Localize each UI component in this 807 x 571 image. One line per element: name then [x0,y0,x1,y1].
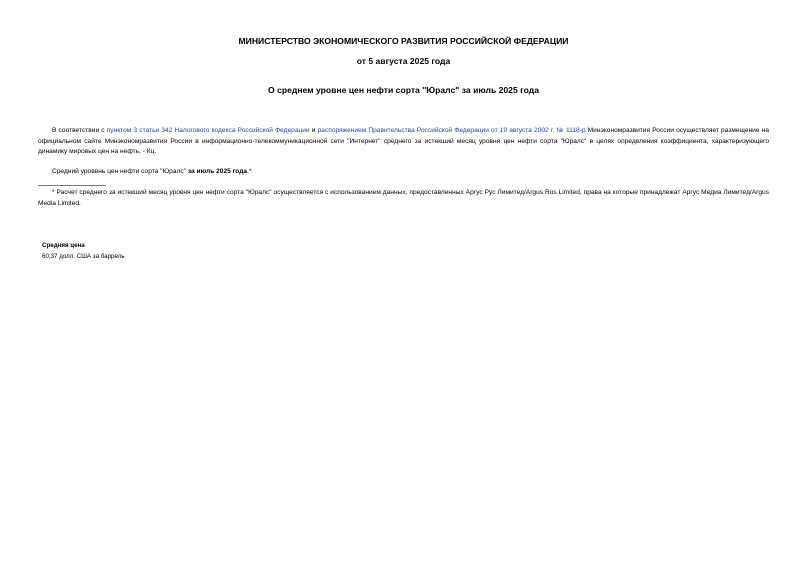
footnote-divider [38,185,106,186]
main-paragraph-start: В соответствии с [52,127,107,134]
main-paragraph-mid: и [309,127,318,134]
average-price-label: Средняя цена [42,242,85,249]
footnote-marker: .* [247,168,252,175]
document-subject: О среднем уровне цен нефти сорта "Юралс" за июль 2025 года [268,85,539,95]
government-order-link[interactable]: распоряжением Правительства Российской Федерации от 19 августа 2002 г. № 1118-р [317,127,586,134]
ministry-title: МИНИСТЕРСТВО ЭКОНОМИЧЕСКОГО РАЗВИТИЯ РОССИЙСКОЙ ФЕДЕРАЦИИ [238,36,569,46]
average-price-text: Средний уровень цен нефти сорта "Юралс" [52,168,188,175]
average-price-paragraph [38,167,769,178]
main-paragraph-end: Минэкономразвития России осуществляет размещение на официальном сайте Минэкономразвития России в информационно-телекоммуникационной сети "Интернет" среднего за истекший месяц уровня цен нефти сорта "Юралс" в целях определения коэффициента, характеризующего динамику мировых цен на нефть, - Кц. [38,127,769,156]
document-date: от 5 августа 2025 года [356,56,451,66]
main-paragraph [38,126,769,158]
average-price-period: за июль 2025 года [187,168,248,175]
average-price-value: 60,37 долл. США за баррель [42,253,125,260]
tax-code-link[interactable]: пунктом 3 статьи 342 Налогового кодекса Российской Федерации [106,127,310,134]
footnote: * Расчет среднего за истекший месяц уровня цен нефти сорта "Юралс" осуществляется с использованием данных, предоставленных Аргус Рус Лимитед/Argus Rus Limited, права на которые принадлежат Аргус Медиа Лимитед/Argus Media Limited. [38,189,769,207]
